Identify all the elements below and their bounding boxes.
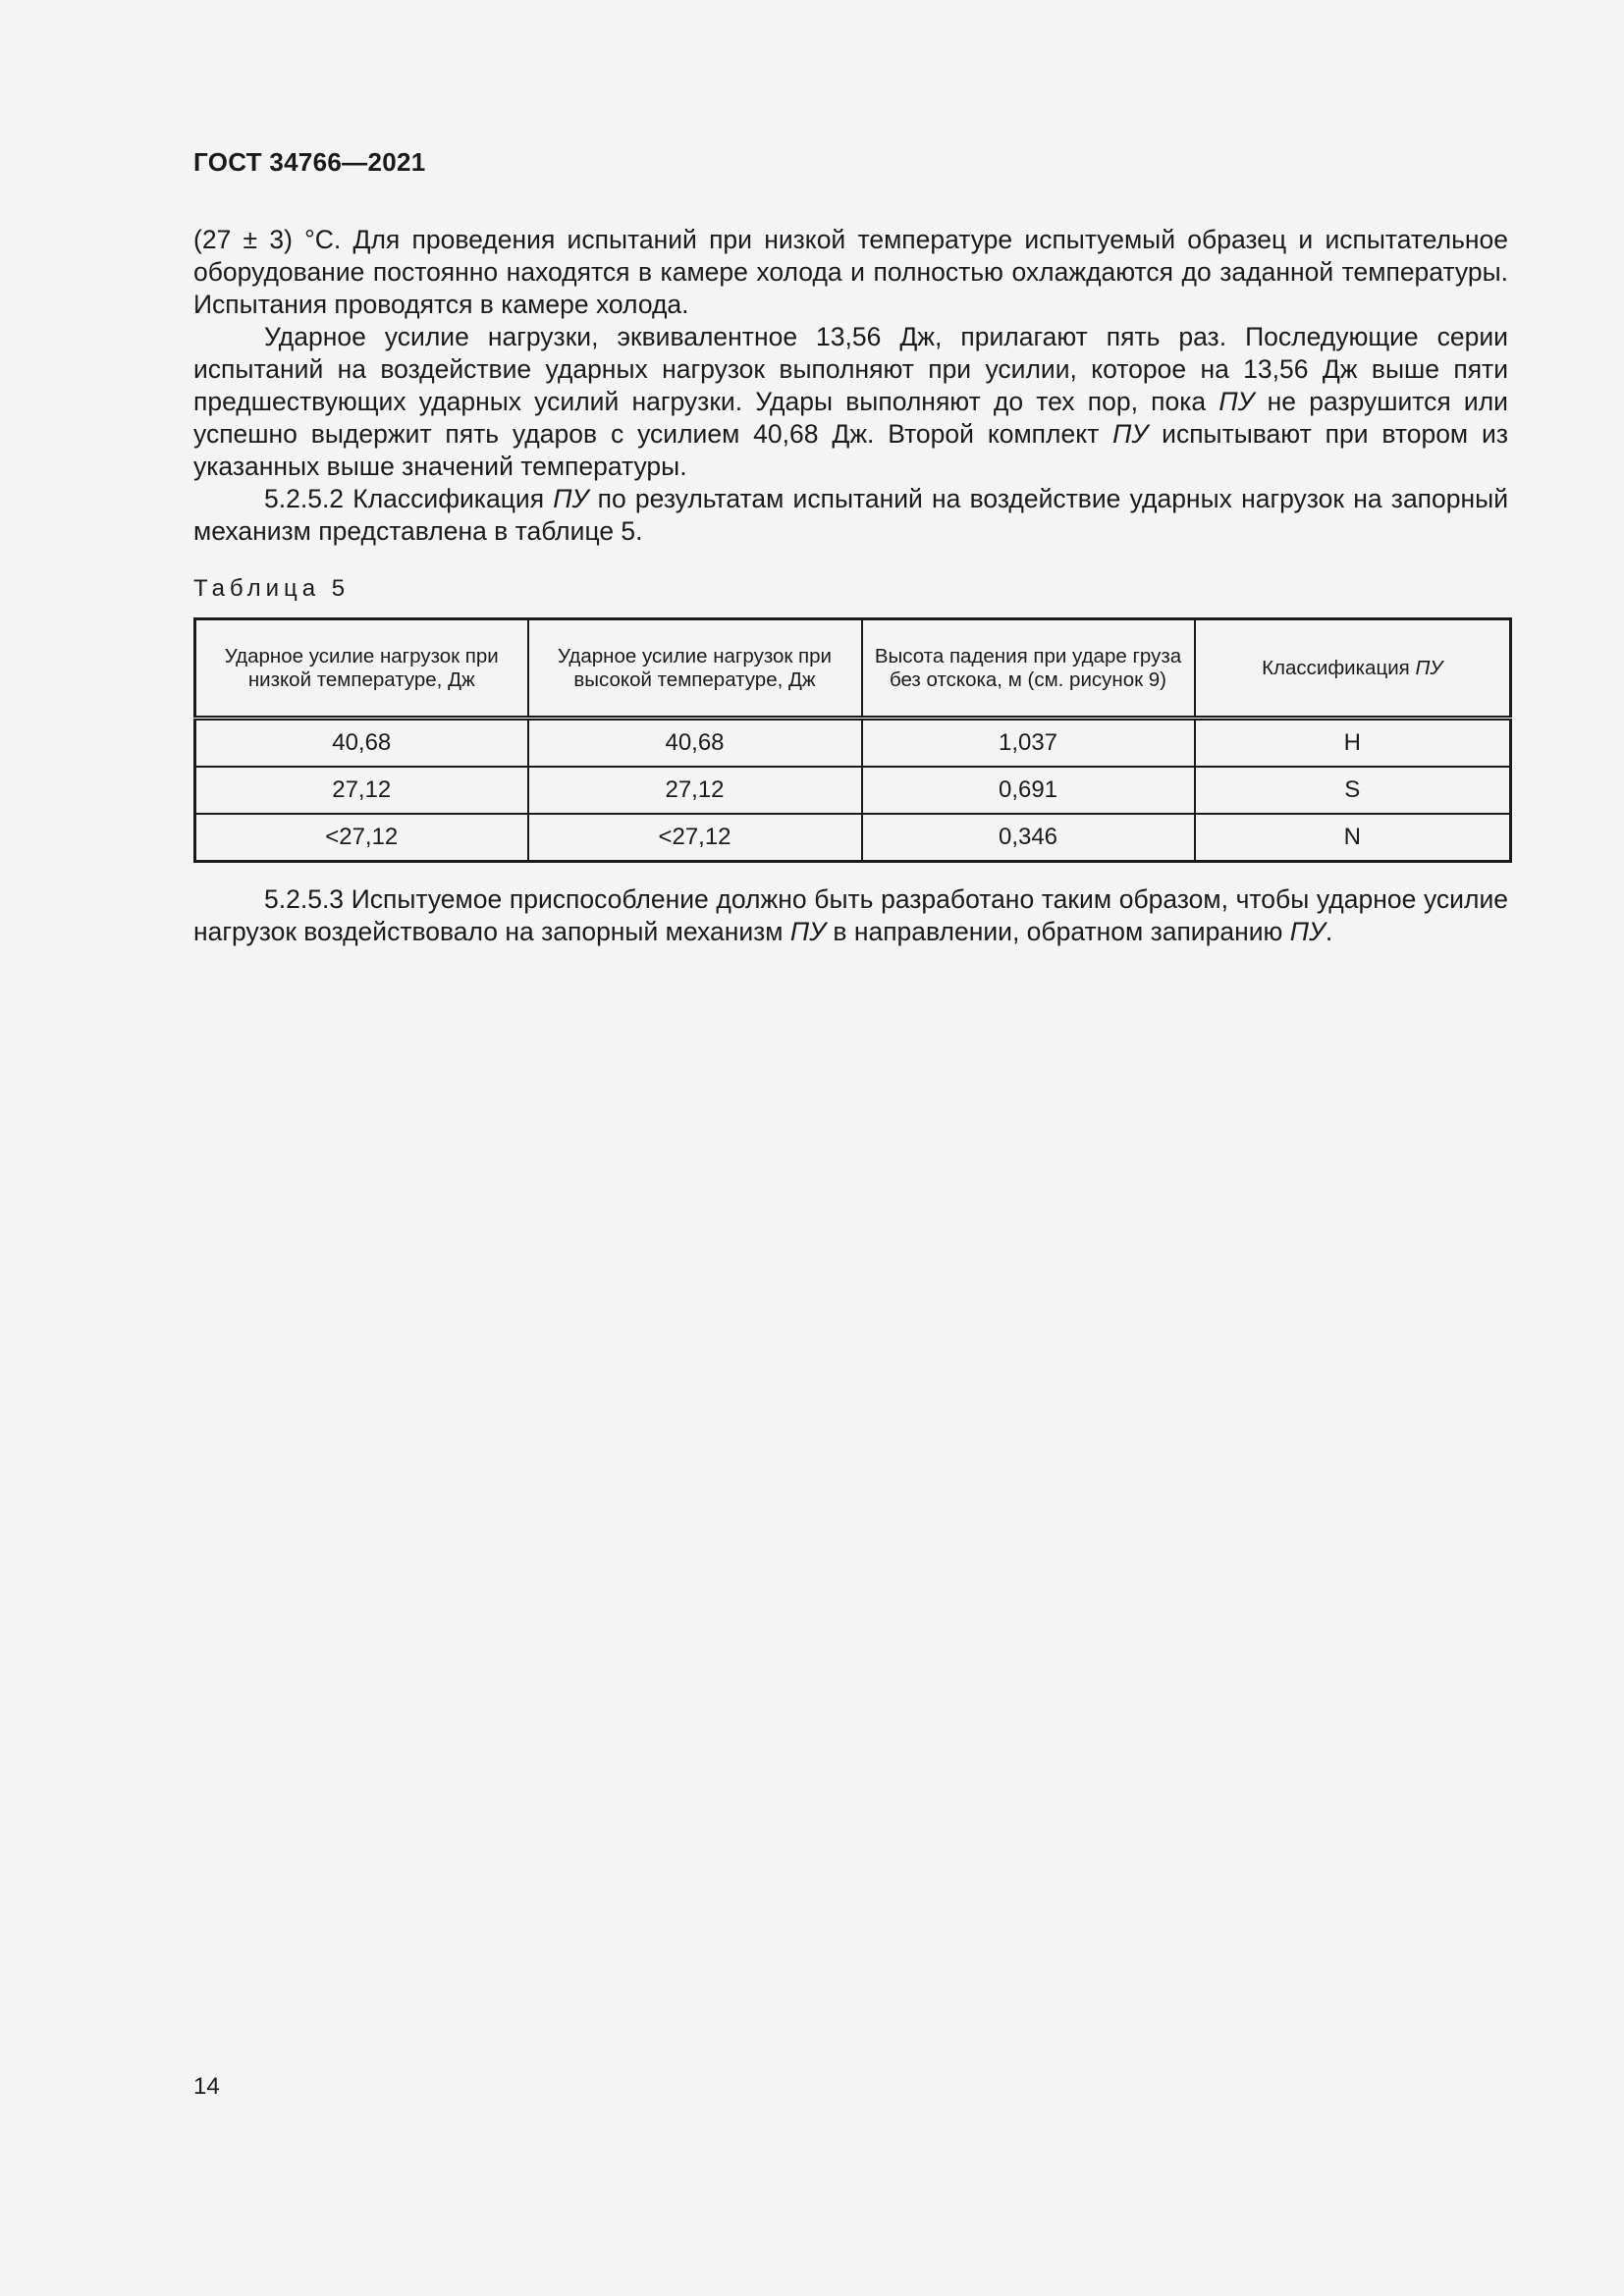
text-segment: по результатам испытаний на воздействие ударных нагрузок на запорный механизм представлена в таблице 5.	[193, 484, 1508, 546]
abbr-pu: ПУ	[789, 917, 827, 946]
text-segment: не разрушится или успешно выдержит пять ударов с усилием 40,68 Дж. Второй комплект	[193, 387, 1508, 449]
text-segment: 5.2.5.3 Испытуемое приспособление должно быть разработано таким образом, чтобы ударное усилие нагрузок воздействовало на запорный механизм	[193, 884, 1508, 946]
table-cell: 40,68	[528, 719, 862, 768]
table-cell: H	[1195, 719, 1511, 768]
header-text: Классификация	[1262, 656, 1416, 679]
table-cell: 40,68	[195, 719, 528, 768]
table-row	[195, 814, 1511, 862]
paragraph-classification	[193, 483, 1508, 548]
table-cell: S	[1195, 767, 1511, 814]
abbr-pu: ПУ	[1289, 917, 1326, 946]
paragraph-impact-load	[193, 321, 1508, 483]
table-cell: 1,037	[862, 719, 1195, 768]
classification-table	[193, 617, 1512, 863]
document-header: ГОСТ 34766—2021	[193, 147, 426, 177]
paragraph-temperature: (27 ± 3) °С. Для проведения испытаний при низкой температуре испытуемый образец и испытательное оборудование постоянно находятся в камере холода и полностью охлаждаются до заданной температуры. Испытания проводятся в камере холода.	[193, 225, 1508, 319]
text-segment: 5.2.5.2 Классификация	[264, 484, 554, 513]
abbr-pu: ПУ	[1218, 387, 1255, 416]
abbr-pu: ПУ	[553, 484, 589, 513]
text-segment: в направлении, обратном запиранию	[826, 917, 1290, 946]
table-row	[195, 719, 1511, 768]
body-text-after-table	[193, 883, 1508, 948]
table-cell: 27,12	[195, 767, 528, 814]
table-cell: 0,346	[862, 814, 1195, 862]
table-cell: <27,12	[528, 814, 862, 862]
table-caption: Таблица 5	[193, 575, 351, 602]
page-number: 14	[193, 2073, 220, 2100]
text-segment: Ударное усилие нагрузки, эквивалентное 13,56 Дж, прилагают пять раз. Последующие серии испытаний на воздействие ударных нагрузок выполняют при усилии, которое на 13,56 Дж выше пяти предшествующих ударных усилий нагрузки. Удары выполняют до тех пор, пока	[193, 322, 1508, 416]
table-cell: 0,691	[862, 767, 1195, 814]
paragraph-test-fixture	[193, 883, 1508, 948]
text-segment: испытывают при втором из указанных выше значений температуры.	[193, 419, 1508, 481]
table-header-cell: Ударное усилие нагрузок при высокой температуре, Дж	[528, 619, 862, 719]
body-text	[193, 224, 1508, 548]
table-header-cell	[1195, 619, 1511, 719]
abbr-pu: ПУ	[1415, 656, 1443, 679]
table-header-cell: Высота падения при ударе груза без отскока, м (см. рисунок 9)	[862, 619, 1195, 719]
table-cell: 27,12	[528, 767, 862, 814]
table-cell: <27,12	[195, 814, 528, 862]
abbr-pu: ПУ	[1112, 419, 1149, 449]
table-cell: N	[1195, 814, 1511, 862]
text-segment: .	[1325, 917, 1333, 946]
table-header-cell: Ударное усилие нагрузок при низкой температуре, Дж	[195, 619, 528, 719]
table-header-row	[195, 619, 1511, 719]
table-row	[195, 767, 1511, 814]
